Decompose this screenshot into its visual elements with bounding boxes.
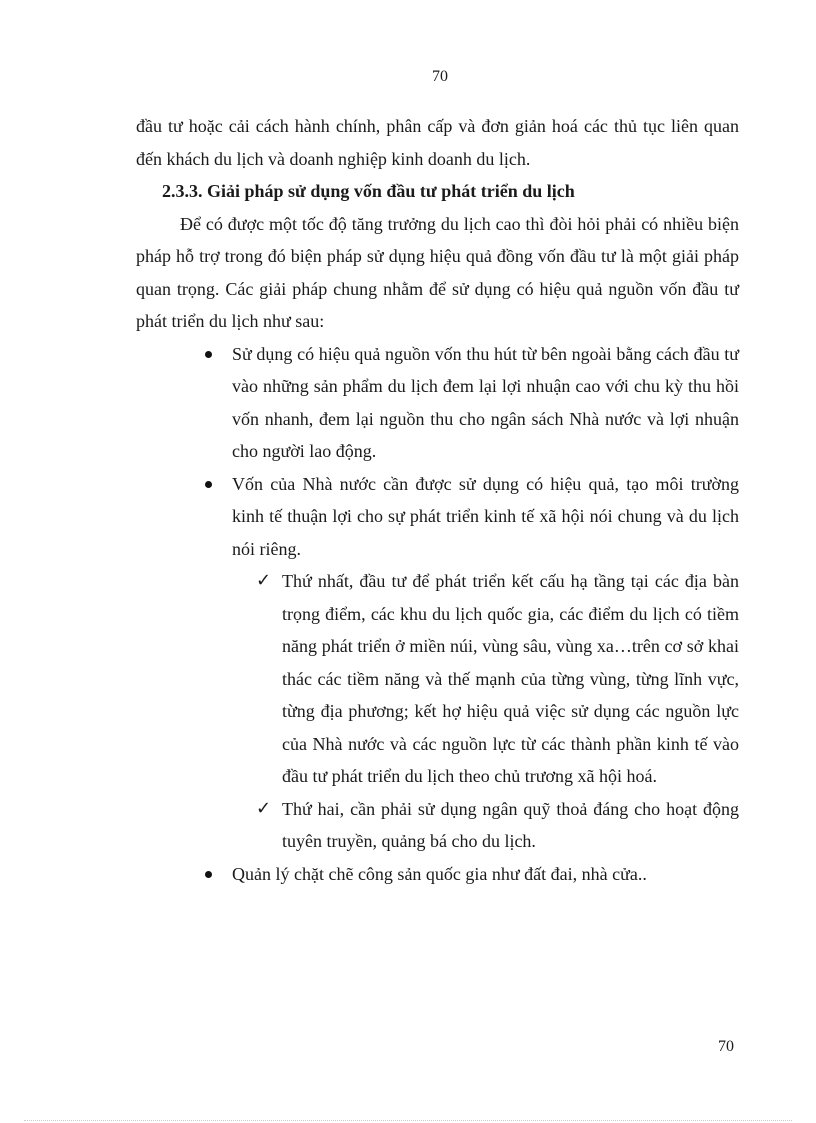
bullet-list	[232, 338, 739, 891]
checkmark-item-text: Thứ nhất, đầu tư để phát triển kết cấu hạ tầng tại các địa bàn trọng điểm, các khu du lịch quốc gia, các điểm du lịch có tiềm năng phát triển ở miền núi, vùng sâu, vùng xa…trên cơ sở khai thác các tiềm năng và thế mạnh của từng vùng, từng lĩnh vực, từng địa phương; kết hợ hiệu quả việc sử dụng các nguồn lực của Nhà nước và các nguồn lực từ các thành phần kinh tế vào đầu tư phát triển du lịch theo chủ trương xã hội hoá.	[282, 571, 739, 786]
bullet-item	[232, 468, 739, 858]
body-paragraph: Để có được một tốc độ tăng trưởng du lịch cao thì đòi hỏi phải có nhiều biện pháp hỗ trợ trong đó biện pháp sử dụng hiệu quả đồng vốn đầu tư là một giải pháp quan trọng. Các giải pháp chung nhằm để sử dụng có hiệu quả nguồn vốn đầu tư phát triển du lịch như sau:	[136, 213, 739, 331]
page-content	[136, 110, 739, 890]
bullet-dot-icon	[205, 481, 212, 488]
checkmark-icon: ✓	[256, 570, 272, 591]
checkmark-item	[256, 565, 739, 793]
page-number-footer: 70	[718, 1038, 734, 1055]
page-number-header: 70	[432, 68, 448, 85]
checkmark-icon: ✓	[256, 797, 272, 819]
bullet-item	[232, 338, 739, 468]
page-bottom-divider	[24, 1120, 792, 1121]
bullet-item-text: Sử dụng có hiệu quả nguồn vốn thu hút từ bên ngoài bằng cách đầu tư vào những sản phẩm du lịch đem lại lợi nhuận cao với chu kỳ thu hồi vốn nhanh, đem lại nguồn thu cho ngân sách Nhà nước và lợi nhuận cho người lao động.	[232, 343, 739, 461]
bullet-item	[232, 858, 739, 891]
checkmark-item-text: Thứ hai, cần phải sử dụng ngân quỹ thoả đáng cho hoạt động tuyên truyền, quảng bá cho du lịch.	[282, 798, 739, 851]
bullet-item-text: Vốn của Nhà nước cần được sử dụng có hiệu quả, tạo môi trường kinh tế thuận lợi cho sự phát triển kinh tế xã hội nói chung và du lịch nói riêng.	[232, 473, 739, 559]
intro-paragraph: đầu tư hoặc cải cách hành chính, phân cấp và đơn giản hoá các thủ tục liên quan đến khách du lịch và doanh nghiệp kinh doanh du lịch.	[136, 116, 739, 169]
checkmark-item	[256, 793, 739, 858]
bullet-dot-icon	[205, 871, 212, 878]
bullet-item-text: Quản lý chặt chẽ công sản quốc gia như đất đai, nhà cửa..	[232, 863, 647, 884]
checkmark-list	[256, 565, 739, 858]
section-heading: 2.3.3. Giải pháp sử dụng vốn đầu tư phát triển du lịch	[162, 181, 575, 201]
bullet-dot-icon	[205, 351, 212, 358]
